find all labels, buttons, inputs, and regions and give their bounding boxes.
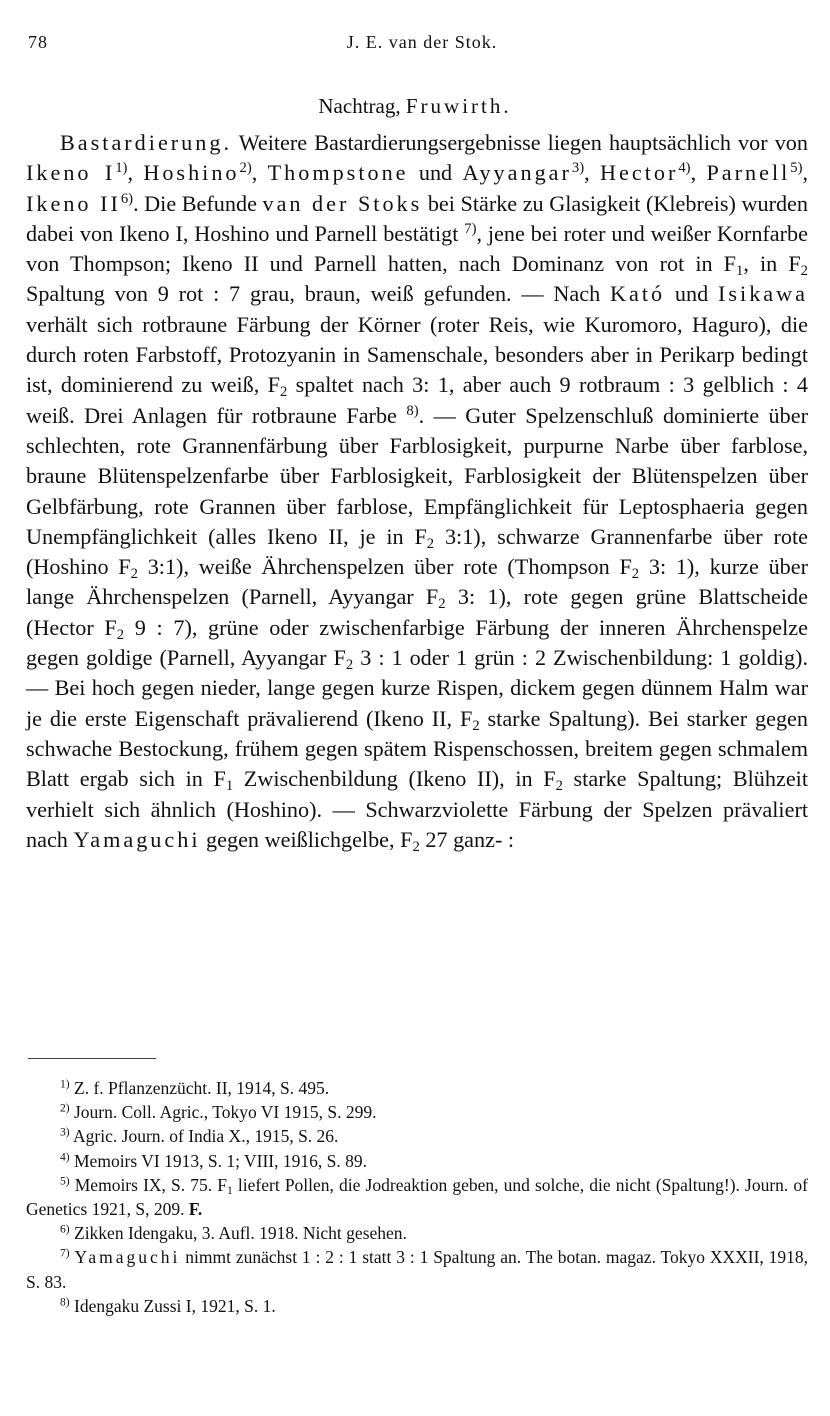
author-hector: Hector (599, 160, 679, 186)
author-thompstone: Thompstone (267, 160, 409, 186)
footnote-7: $^{7)}$ Yamaguchi nimmt zunächst 1 : 2 : 1 statt 3 : 1 Spaltung an. The botan. magaz. Tokyo XXXII, 1918, S. 83. (26, 1247, 809, 1292)
footnote-author-initial: F. (188, 1199, 203, 1220)
author-parnell: Parnell (706, 160, 791, 186)
footnote-ref-4: 4) (678, 160, 691, 177)
footnote-ref-6: 6) (120, 190, 134, 207)
footnote-2: $^{2)}$ Journ. Coll. Agric., Tokyo VI 1915, S. 299. (60, 1102, 377, 1123)
footnote-ref-5: 5) (790, 160, 803, 177)
footnotes (26, 1076, 808, 1318)
body-paragraph: Bastardierung. Weitere Bastardierungsergebnisse liegen hauptsächlich vor von Ikeno $I^{1)}$, Hoshino$^{2)}$, Thompstone und Ayyangar$^{3)}$, Hector$^{4)}$, Parnell$^{5)}$, Ikeno II$^{6)}$. Die Befunde van der Stoks bei Stärke zu Glasigkeit (Klebreis) wurden dabei von Ikeno I, Hoshino und Parnell bestätigt $^{7)}$, jene bei roter und weißer Kornfarbe von Thompson; Ikeno II und Parnell hatten, nach Dominanz von rot in $F_1$, in $F_2$ Spaltung von 9 rot : 7 grau, braun, weiß gefunden. — Nach Kató und Isikawa verhält sich rotbraune Färbung der Körner (roter Reis, wie Kuromoro, Haguro), die durch roten Farbstoff, Protozyanin in Samenschale, besonders aber in Perikarp bedingt ist, dominierend zu weiß, $F_2$ spaltet nach 3: 1, aber auch 9 rotbraum : 3 gelblich : 4 weiß. Drei Anlagen für rotbraune Farbe $^{8)}$. — Guter Spelzenschluß dominierte über schlechten, rote Grannenfärbung über Farblosigkeit, purpurne Narbe über farblose, braune Blütenspelzenfarbe über Farblosigkeit, Farblosigkeit der Blütenspelzen über Gelbfärbung, rote Grannen über farblose, Empfänglichkeit für Leptosphaeria gegen Unempfänglichkeit (alles Ikeno II, je in $F_2$ 3:1), schwarze Grannenfarbe über rote (Hoshino $F_2$ 3:1), weiße Ährchenspelzen über rote (Thompson $F_2$ 3: 1), kurze über lange Ährchenspelzen (Parnell, Ayyangar $F_2$ 3: 1), rote gegen grüne Blattscheide (Hector $F_2$ 9 : 7), grüne oder zwischenfarbige Färbung der inneren Ährchenspelze gegen goldige (Parnell, Ayyangar $F_2$ 3 : 1 oder 1 grün : 2 Zwischenbildung: 1 goldig). — Bei hoch gegen nieder, lange gegen kurze Rispen, dickem gegen dünnem Halm war je die erste Eigenschaft prävalierend (Ikeno II, $F_2$ starke Spaltung). Bei starker gegen schwache Bestockung, frühem gegen spätem Rispenschossen, breitem gegen schmalem Blatt ergab sich in $F_1$ Zwischenbildung (Ikeno II), in $F_2$ starke Spaltung; Blühzeit verhielt sich ähnlich (Hoshino). — Schwarzviolette Färbung der Spelzen prävaliert nach Yamaguchi gegen weißlichgelbe, $F_2$ 27 ganz- : (26, 130, 809, 855)
author-ikeno-2: Ikeno II (26, 190, 121, 216)
author-hoshino: Hoshino (143, 160, 240, 186)
section-title (0, 94, 830, 119)
footnote-1: $^{1)}$ Z. f. Pflanzenzücht. II, 1914, S. 495. (60, 1078, 330, 1098)
running-head: J. E. van der Stok. (346, 32, 498, 52)
term-bastardierung: Bastardierung. (60, 130, 233, 155)
footnote-ref-3: 3) (571, 160, 585, 177)
author-isikawa: Isikawa (718, 281, 809, 307)
footnote-ref-8: 8) (406, 402, 419, 419)
footnote-6: $^{6)}$ Zikken Idengaku, 3. Aufl. 1918. Nicht gesehen. (60, 1223, 407, 1244)
page-number: 78 (28, 32, 48, 52)
footnote-3: $^{3)}$ Agric. Journ. of India X., 1915, S. 26. (60, 1126, 339, 1147)
footnote-5: $^{5)}$ Memoirs IX, S. 75. $F_1$ liefert Pollen, die Jodreaktion geben, und solche, die nicht (Spaltung!). Journ. of Genetics 1921, S, 209. F. (26, 1174, 809, 1220)
footnote-author-yamaguchi: Yamaguchi (74, 1247, 181, 1268)
author-ayyangar: Ayyangar (462, 160, 572, 186)
author-ikeno-1: Ikeno I (26, 160, 116, 186)
footnote-4: $^{4)}$ Memoirs VI 1913, S. 1; VIII, 1916, S. 89. (60, 1150, 367, 1171)
footnote-ref-2: 2) (239, 160, 252, 177)
footnote-divider (28, 1058, 156, 1059)
author-van-der-stok: van der Stoks (262, 190, 423, 216)
footnote-8: $^{8)}$ Idengaku Zussi I, 1921, S. 1. (60, 1295, 276, 1316)
footnote-ref-7: 7) (464, 220, 477, 237)
page-header (28, 32, 816, 58)
footnote-ref-1: 1) (115, 160, 128, 177)
author-yamaguchi: Yamaguchi (73, 826, 201, 852)
author-kato: Kató (609, 281, 666, 307)
section-title-main: Nachtrag, (318, 94, 401, 118)
section-title-author: Fruwirth. (405, 94, 512, 118)
